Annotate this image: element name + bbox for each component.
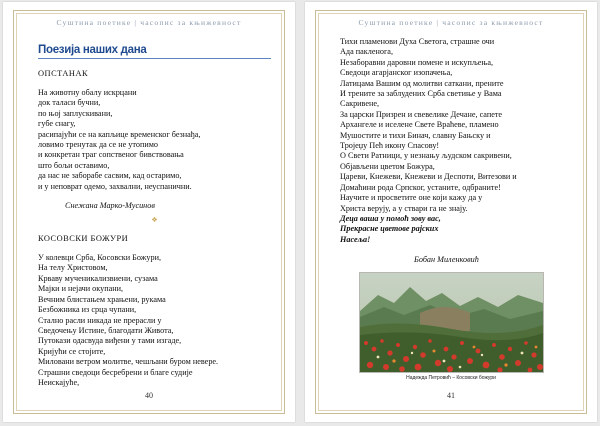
poem-line: Миловани ветром молитве, чешљани буром невере. bbox=[38, 357, 219, 367]
poem-body bbox=[38, 88, 271, 192]
poem-body bbox=[38, 253, 271, 388]
poem-line: расипајући се на капљице временског безнађа, bbox=[38, 129, 201, 139]
poem-line: Христа верују, а у ствари га не знају. bbox=[340, 203, 468, 213]
poem-line: губе снагу, bbox=[38, 119, 76, 129]
right-page bbox=[305, 2, 597, 422]
poem-line: Мушостите и тихи Бинач, славну Бањску и bbox=[340, 130, 491, 140]
poem-line: по њој заплускивани, bbox=[38, 108, 113, 118]
poem-line: и конкретан траг сопственог бивствовања bbox=[38, 150, 184, 160]
poem-line: док таласи бучни, bbox=[38, 98, 101, 108]
painting-caption: Надежда Петровић – Косовски божури bbox=[406, 375, 496, 381]
poem-line: да нас не заборабе сасвим, кад остаримо, bbox=[38, 171, 182, 181]
poem-line: Безбожника из срца чупани, bbox=[38, 305, 137, 315]
poem-line: Цареви, Кнежеви, Кнежеви и Деспоти, Витезови и bbox=[340, 172, 517, 182]
poem-line: Стално расли никада не прерасли у bbox=[38, 315, 162, 325]
poem-body bbox=[340, 37, 573, 245]
poem-line: Ада пакленога, bbox=[340, 47, 393, 57]
poem-line: ловимо тренутак да се не утопимо bbox=[38, 140, 158, 150]
running-header: Суштина поетике | часопис за књижевност bbox=[358, 18, 544, 27]
poem-line: Кријући се стојите, bbox=[38, 346, 106, 356]
poem-line: Научите и просветите оне који кажу да у bbox=[340, 193, 483, 203]
poem-line: Путокази одасвуда виђени у тами изгаде, bbox=[38, 336, 182, 346]
poem-line: Тихи пламенови Духа Светога, страшне очи bbox=[340, 37, 495, 46]
section-rule bbox=[38, 58, 271, 59]
poem-line: Сведоци агарјанског изопачења, bbox=[340, 68, 453, 78]
left-content bbox=[38, 43, 271, 388]
poem-line: Мајки и нејачи окупани, bbox=[38, 284, 124, 294]
poem-line: Крваву мученикализвиени, сузама bbox=[38, 273, 158, 283]
poem-line: што бољи оставимо, bbox=[38, 160, 110, 170]
section-title: Поезија наших дана bbox=[38, 44, 147, 56]
poem-line: На телу Христовом, bbox=[38, 263, 108, 273]
running-header: Суштина поетике | часопис за књижевност bbox=[56, 18, 242, 27]
poem-line: Страшни сведоци бесребрени и благе судије bbox=[38, 367, 193, 377]
poem-line: Незаборавни даровни помене и искупљења, bbox=[340, 57, 494, 67]
poem-line: Неискајуће, bbox=[38, 377, 80, 387]
poem-author: Бобан Миленковић bbox=[414, 255, 479, 265]
page-number: 41 bbox=[447, 391, 455, 400]
poem-line: Архангеле и иселене Свете Враћеве, пламено bbox=[340, 120, 499, 130]
poem-line: Објављени цветом Божура, bbox=[340, 161, 435, 171]
poem-line-emphasis: Деца ваша у помоћ зову вас, bbox=[340, 213, 441, 223]
poem-line: И трените за заблудених Срба светиње у Вама bbox=[340, 89, 502, 99]
poem-author: Снежана Марко-Мусинов bbox=[65, 201, 155, 211]
poem-line: Вечним блистањем храњени, рукама bbox=[38, 294, 166, 304]
poem-title: КОСОВСКИ БОЖУРИ bbox=[38, 234, 129, 244]
right-content bbox=[340, 37, 573, 264]
poem-line: и у неповрат одемо, захвални, неуспанични. bbox=[38, 181, 192, 191]
poem-line: Тројеџу Пећ икону Спасову! bbox=[340, 141, 440, 151]
poem-line: Сведочењу Истине, благодати Живота, bbox=[38, 325, 174, 335]
poem-line: Домаћини рода Српског, устаните, одбраните! bbox=[340, 182, 501, 192]
poem-line-emphasis: Прекрасне цветове рајских bbox=[340, 224, 439, 234]
painting-image bbox=[359, 272, 544, 373]
poem-line: Латицама Вашим од молитви саткани, прените bbox=[340, 78, 504, 88]
left-page bbox=[3, 2, 295, 422]
poem-line: У колевци Срба, Косовски Божури, bbox=[38, 253, 162, 263]
poem-line-emphasis: Насеља! bbox=[340, 234, 371, 244]
poem-line: О Свети Ратници, у незнању људском сакривени, bbox=[340, 151, 512, 161]
poem-line: За царски Призрен и свевелике Дечане, сапете bbox=[340, 109, 503, 119]
ornament-icon: ❖ bbox=[151, 216, 158, 225]
poem-line: Сакривене, bbox=[340, 99, 380, 109]
page-number: 40 bbox=[145, 391, 153, 400]
poem-title: ОПСТАНАК bbox=[38, 69, 89, 78]
poem-line: На животну обалу искрцани bbox=[38, 88, 137, 97]
